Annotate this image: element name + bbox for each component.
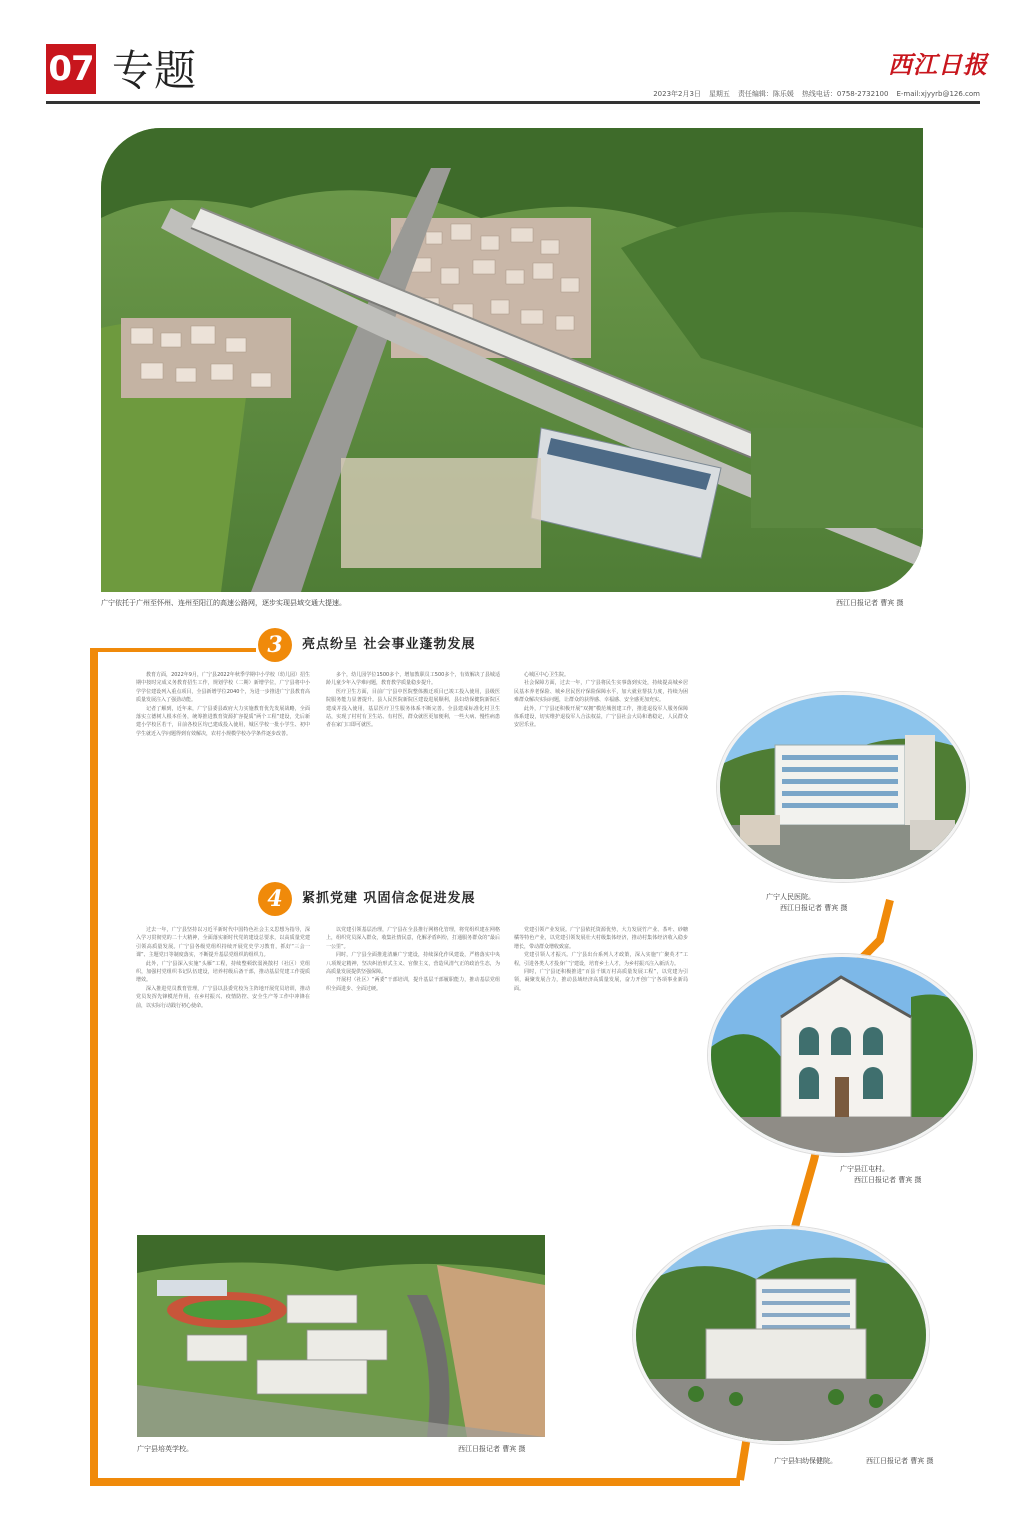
section-3-column-3 <box>514 671 688 853</box>
paragraph: 深入推进党员教育管理，广宁县以县委党校为主阵地开展党员培训，推动党员发挥先锋模范作用，在乡村振兴、疫情防控、安全生产等工作中冲锋在前，以实际行动践行初心使命。 <box>136 985 310 1009</box>
paragraph: 党建引领产业发展。广宁县依托资源优势，大力发展竹产业、茶叶、砂糖橘等特色产业，以党建引领发展壮大村级集体经济，推动村集体经济收入稳步增长，带动群众增收致富。 <box>514 927 688 950</box>
masthead-rule <box>46 101 980 104</box>
section-4-number: 4 <box>258 882 292 916</box>
frame-top-bar <box>90 648 256 652</box>
school-photo <box>137 1235 545 1437</box>
hospital-photo <box>717 692 969 882</box>
section-4-heading <box>258 882 476 916</box>
maternal-child-hospital-caption: 广宁县妇幼保健院。 <box>774 1457 837 1465</box>
paragraph: 以党建引领基层治理，广宁县在全县推行网格化管理，将党组织建在网格上，组织党员深入群众，收集社情民意，化解矛盾纠纷，打通服务群众的“最后一公里”。 <box>326 927 500 950</box>
paragraph: 同时，广宁县还积极推进“百县千镇万村高质量发展工程”，以党建为引领，凝聚发展合力，推动县域经济高质量发展，奋力开创广宁各项事业新局面。 <box>514 969 688 992</box>
paragraph: 社会保障方面，过去一年，广宁县将民生实事落到实处，持续提高城乡居民基本养老保险、城乡居民医疗保险保障水平，加大就业帮扶力度，持续为困难群众解决实际问题，让群众的获得感、幸福感、安全感更加充实。 <box>514 680 688 704</box>
paragraph: 多个，幼儿园学位1500多个，增加教职员工500多个，有效解决了县城适龄儿童少年入学难问题，教育教学质量稳步提升。 <box>326 672 500 687</box>
maternal-child-hospital-credit: 西江日报记者 曹宾 摄 <box>866 1457 934 1465</box>
maternal-child-hospital-photo <box>633 1226 929 1444</box>
page-number-badge: 07 <box>46 44 96 94</box>
village-credit: 西江日报记者 曹宾 摄 <box>854 1176 922 1184</box>
frame-bottom-bar <box>90 1478 740 1486</box>
paragraph: 开展村（社区）“两委”干部培训，提升基层干部履职能力，推动基层党组织全面进步、全面过硬。 <box>326 977 500 992</box>
village-caption: 广宁县江屯村。 <box>840 1165 889 1173</box>
school-credit: 西江日报记者 曹宾 摄 <box>458 1445 526 1453</box>
section-3-column-1 <box>136 671 310 853</box>
section-3-column-2 <box>326 671 500 853</box>
hotline: 热线电话：0758-2732100 <box>801 90 889 98</box>
paragraph: 医疗卫生方面，目前广宁县中医院整体搬迁项目已竣工投入使用，县级医院服务能力显著提升。县人民医院新院区建设进展顺利，县妇幼保健院新院区建成并投入使用，基层医疗卫生服务体系不断完善。全县建成标准化村卫生站，实现了村村有卫生站、有村医，群众就医更加便利，一些大病、慢性病患者在家门口即可就医。 <box>326 688 500 729</box>
paragraph: 此外，广宁县还积极开展“双拥”模范城创建工作，推进退役军人服务保障体系建设，切实维护退役军人合法权益，广宁县社会大局和谐稳定，人民群众安居乐业。 <box>514 705 688 729</box>
hospital-credit: 西江日报记者 曹宾 摄 <box>780 904 848 912</box>
section-4-column-1 <box>136 926 310 1216</box>
masthead-meta <box>610 89 980 99</box>
paragraph: 同时，广宁县全面推进清廉广宁建设，持续深化作风建设，严格落实中央八项规定精神，坚决纠治形式主义、官僚主义，营造风清气正的政治生态，为高质量发展提供坚强保障。 <box>326 952 500 976</box>
hero-caption: 广宁依托于广州至怀州、连州至阳江的高速公路网，逐步实现县域交通大提速。 <box>101 599 346 607</box>
paragraph: 党建引领人才振兴。广宁县出台系列人才政策，深入实施“广聚英才”工程，引进各类人才投身广宁建设，培育乡土人才，为乡村振兴注入新活力。 <box>514 952 688 967</box>
issue-date: 2023年2月3日 <box>653 90 701 98</box>
paragraph: 教育方面，2022年9月，广宁县2022年秋季学期中小学校（幼儿园）招生期中按时完成义务教育招生工作，规划学校（二期）新增学位，广宁县将中小学学位建设列入重点项目，全县新增学位2040个，为进一步推进广宁县教育高质量发展注入了强劲动能。 <box>136 672 310 704</box>
section-3-heading <box>258 628 476 662</box>
section-4-column-2 <box>326 926 500 1216</box>
frame-left-bar <box>90 648 98 1486</box>
issue-day: 星期五 <box>708 90 730 98</box>
section-4-title: 紧抓党建 巩固信念促进发展 <box>302 891 476 906</box>
newspaper-logo: 西江日报 <box>888 50 988 79</box>
paragraph: 过去一年，广宁县坚持以习近平新时代中国特色社会主义思想为指导，深入学习贯彻党的二十大精神，全面落实新时代党的建设总要求，以高质量党建引领高质量发展。广宁县各级党组织持续开展党史学习教育，抓好“三会一课”、主题党日等制度落实，不断提升基层党组织的组织力。 <box>136 927 310 959</box>
village-photo <box>708 954 976 1156</box>
section-3-title: 亮点纷呈 社会事业蓬勃发展 <box>302 637 476 652</box>
paragraph: 此外，广宁县深入实施“头雁”工程，持续整顿软弱涣散村（社区）党组织，加强村党组织书记队伍建设，培养村级后备干部，推动基层党建工作提质增效。 <box>136 960 310 984</box>
email: E-mail:xjyyrb@126.com <box>896 90 980 98</box>
section-3-number: 3 <box>258 628 292 662</box>
paragraph: 心城区中心卫生院。 <box>524 672 570 678</box>
hero-credit: 西江日报记者 曹宾 摄 <box>836 599 904 607</box>
hospital-caption: 广宁人民医院。 <box>766 893 815 901</box>
editor-credit: 责任编辑：陈乐媛 <box>737 90 794 98</box>
paragraph: 记者了解到，近年来，广宁县委县政府大力实施教育优先发展战略，全面落实立德树人根本任务，统筹推进教育资源扩容提质“两个工程”建设，先后新建小学校区若干，目前各校区均已建成投入使用，城区学校一批小学生、初中学生就近入学问题得到有效解决，农村小规模学校办学条件逐步改善。 <box>136 705 310 737</box>
hero-photo <box>101 128 923 592</box>
school-caption: 广宁县培英学校。 <box>137 1445 193 1453</box>
section-4-column-3 <box>514 926 688 1216</box>
hero-aerial-illustration <box>101 128 923 592</box>
section-title: 专题 <box>112 46 197 95</box>
